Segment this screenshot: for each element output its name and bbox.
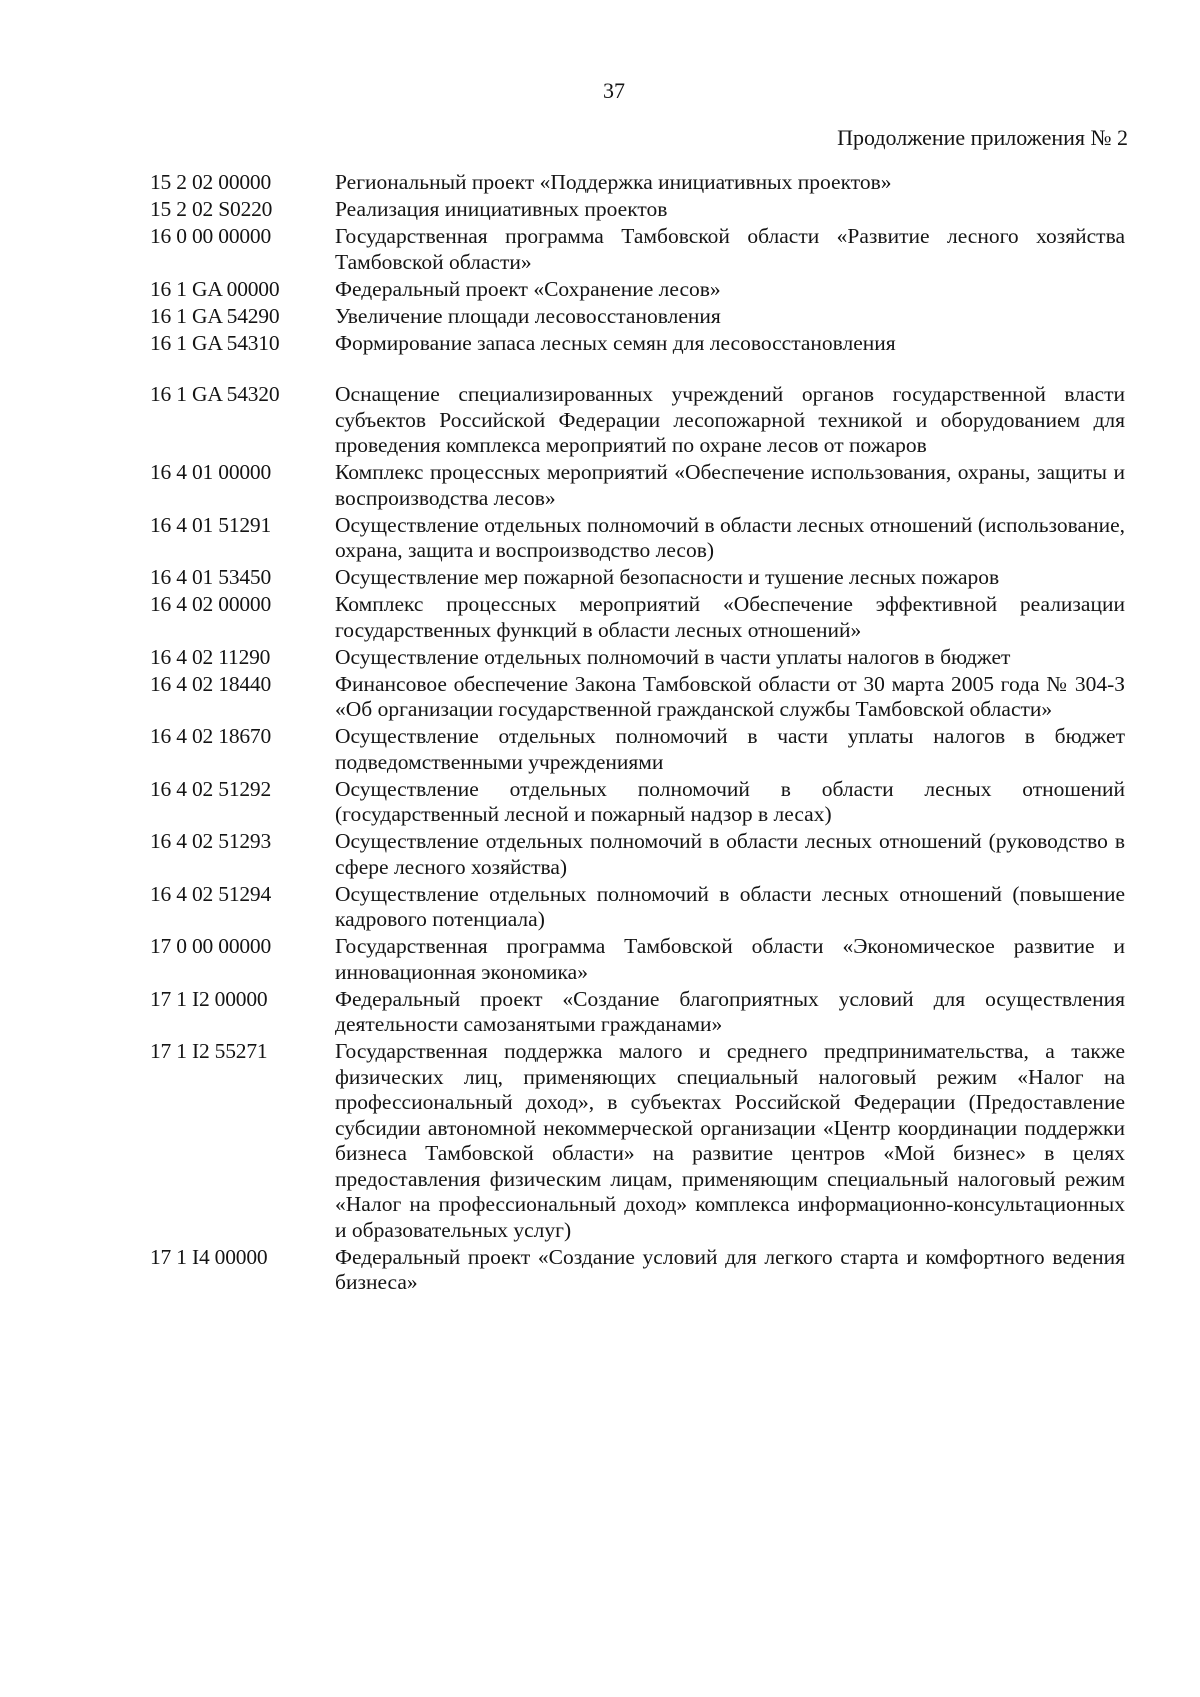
target-item-description: Осуществление отдельных полномочий в части уплаты налогов в бюджет подведомственными учреждениями <box>335 724 1125 774</box>
budget-classification-table <box>150 170 1125 1297</box>
target-item-code: 16 4 02 51293 <box>150 829 272 853</box>
table-row <box>150 1039 1125 1243</box>
target-item-code: 16 1 GA 54310 <box>150 330 280 355</box>
target-item-code: 16 4 02 11290 <box>150 644 271 669</box>
target-item-code: 16 1 GA 00000 <box>150 276 280 301</box>
target-item-description: Увеличение площади лесовосстановления <box>335 303 721 328</box>
target-item-description: Осуществление отдельных полномочий в области лесных отношений (государственный лесной и пожарный надзор в лесах) <box>335 776 1125 826</box>
table-row <box>150 460 1125 511</box>
target-item-description: Осуществление отдельных полномочий в части уплаты налогов в бюджет <box>335 644 1011 669</box>
target-item-code: 16 4 02 18440 <box>150 671 272 696</box>
target-item-description: Формирование запаса лесных семян для лесовосстановления <box>335 330 896 355</box>
target-item-code: 16 4 01 53450 <box>150 565 272 589</box>
table-row <box>150 777 1125 828</box>
table-row <box>150 882 1125 933</box>
target-item-code: 16 4 02 51294 <box>150 881 272 906</box>
table-row <box>150 304 1125 330</box>
table-row <box>150 331 1125 357</box>
table-row <box>150 645 1125 671</box>
table-row <box>150 829 1125 880</box>
target-item-description: Комплекс процессных мероприятий «Обеспечение использования, охраны, защиты и воспроизводства лесов» <box>335 460 1125 510</box>
target-item-description: Осуществление мер пожарной безопасности и тушение лесных пожаров <box>335 565 1000 589</box>
target-item-code: 17 1 I2 55271 <box>150 1039 268 1063</box>
target-item-code: 15 2 02 S0220 <box>150 197 273 221</box>
target-item-description: Государственная программа Тамбовской области «Экономическое развитие и инновационная экономика» <box>335 934 1125 984</box>
appendix-continuation-label: Продолжение приложения № 2 <box>837 125 1128 150</box>
target-item-code: 17 0 00 00000 <box>150 934 272 958</box>
table-row <box>150 1245 1125 1296</box>
target-item-code: 16 4 01 51291 <box>150 512 272 537</box>
target-item-description: Финансовое обеспечение Закона Тамбовской области от 30 марта 2005 года № 304-З «Об организации государственной гражданской службы Тамбовской области» <box>335 671 1125 721</box>
table-row <box>150 197 1125 223</box>
target-item-code: 16 4 02 18670 <box>150 724 272 748</box>
target-item-description: Комплекс процессных мероприятий «Обеспечение эффективной реализации государственных функций в области лесных отношений» <box>335 592 1125 642</box>
target-item-description: Оснащение специализированных учреждений органов государственной власти субъектов Российской Федерации лесопожарной техникой и оборудованием для проведения комплекса мероприятий по охране лесов от пожаров <box>335 382 1125 457</box>
table-row <box>150 224 1125 275</box>
table-row <box>150 170 1125 196</box>
target-item-description: Осуществление отдельных полномочий в области лесных отношений (использование, охрана, защита и воспроизводство лесов) <box>335 512 1125 562</box>
target-item-code: 16 4 02 00000 <box>150 592 272 616</box>
target-item-description: Региональный проект «Поддержка инициативных проектов» <box>335 170 892 194</box>
target-item-description: Осуществление отдельных полномочий в области лесных отношений (повышение кадрового потенциала) <box>335 881 1125 931</box>
target-item-description: Осуществление отдельных полномочий в области лесных отношений (руководство в сфере лесного хозяйства) <box>335 829 1125 879</box>
target-item-code: 16 1 GA 54290 <box>150 303 280 328</box>
table-row <box>150 592 1125 643</box>
page-number: 37 <box>603 78 625 103</box>
table-row <box>150 277 1125 303</box>
target-item-description: Реализация инициативных проектов <box>335 197 668 221</box>
table-row <box>150 987 1125 1038</box>
target-item-code: 16 4 02 51292 <box>150 776 272 801</box>
table-row <box>150 672 1125 723</box>
table-row <box>150 934 1125 985</box>
target-item-description: Государственная программа Тамбовской области «Развитие лесного хозяйства Тамбовской области» <box>335 224 1125 274</box>
table-row <box>150 513 1125 564</box>
target-item-description: Государственная поддержка малого и среднего предпринимательства, а также физических лиц, применяющих специальный налоговый режим «Налог на профессиональный доход», в субъектах Российской Федерации (Предоставление субсидии автономной некоммерческой организации «Центр координации поддержки бизнеса Тамбовской области» на развитие центров «Мой бизнес» в целях предоставления физическим лицам, применяющим специальный налоговый режим «Налог на профессиональный доход» комплекса информационно-консультационных и образовательных услуг) <box>335 1039 1125 1242</box>
target-item-description: Федеральный проект «Создание благоприятных условий для осуществления деятельности самозанятыми гражданами» <box>335 986 1125 1036</box>
table-row <box>150 724 1125 775</box>
target-item-code: 17 1 I4 00000 <box>150 1244 268 1269</box>
target-item-code: 16 1 GA 54320 <box>150 382 280 406</box>
table-row <box>150 382 1125 459</box>
target-item-description: Федеральный проект «Создание условий для легкого старта и комфортного ведения бизнеса» <box>335 1244 1125 1294</box>
target-item-code: 16 0 00 00000 <box>150 224 272 248</box>
target-item-code: 15 2 02 00000 <box>150 170 272 194</box>
target-item-code: 17 1 I2 00000 <box>150 986 268 1011</box>
target-item-description: Федеральный проект «Сохранение лесов» <box>335 276 721 301</box>
table-row <box>150 565 1125 591</box>
target-item-code: 16 4 01 00000 <box>150 460 272 484</box>
